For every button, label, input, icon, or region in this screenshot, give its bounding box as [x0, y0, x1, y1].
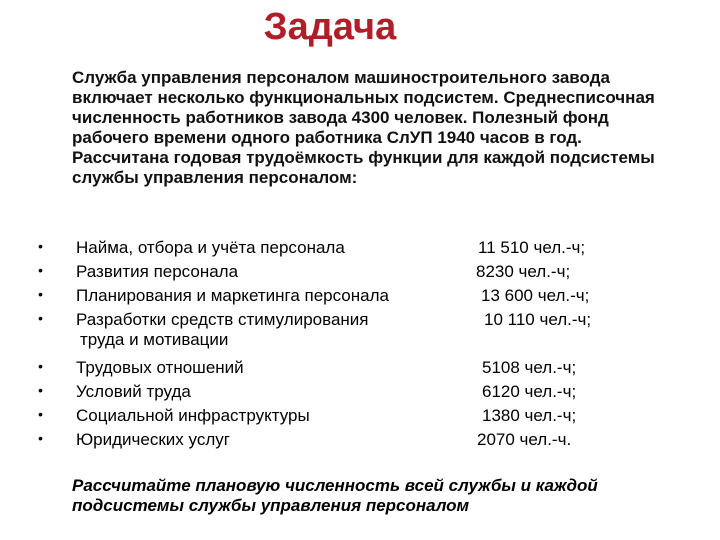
bullet: • [38, 430, 43, 446]
page-title: Задача [263, 6, 397, 48]
item-label: Юридических услуг [76, 430, 230, 449]
item-label-continued: труда и мотивации [80, 330, 229, 349]
bullet: • [38, 382, 43, 398]
bullet: • [38, 262, 43, 278]
bullet: • [38, 310, 43, 326]
task-instruction: Рассчитайте плановую численность всей службы и каждой подсистемы службы управления персоналом [72, 476, 598, 515]
bullet: • [38, 406, 43, 422]
item-value: 8230 чел.-ч; [476, 262, 571, 281]
item-value: 5108 чел.-ч; [482, 358, 577, 377]
item-value: 11 510 чел.-ч; [478, 238, 586, 257]
item-label: Развития персонала [76, 262, 239, 281]
item-value: 13 600 чел.-ч; [481, 286, 590, 305]
item-label: Найма, отбора и учёта персонала [76, 238, 345, 257]
item-label: Трудовых отношений [76, 358, 244, 377]
item-label: Планирования и маркетинга персонала [76, 286, 389, 305]
problem-statement: Служба управления персоналом машиностроительного завода включает несколько функциональных подсистем. Среднесписочная численность работников завода 4300 человек. Полезный фонд рабочего времени одного работника СлУП 1940 часов в год. Рассчитана годовая трудоёмкость функции для каждой подсистемы службы управления персоналом: [72, 68, 655, 187]
item-label: Социальной инфраструктуры [76, 406, 310, 425]
bullet: • [38, 238, 43, 254]
item-value: 6120 чел.-ч; [482, 382, 577, 401]
item-value: 10 110 чел.-ч; [484, 310, 592, 329]
bullet: • [38, 286, 43, 302]
item-value: 2070 чел.-ч. [477, 430, 572, 449]
item-label: Условий труда [76, 382, 191, 401]
bullet: • [38, 358, 43, 374]
item-label: Разработки средств стимулирования [76, 310, 369, 329]
item-value: 1380 чел.-ч; [482, 406, 577, 425]
